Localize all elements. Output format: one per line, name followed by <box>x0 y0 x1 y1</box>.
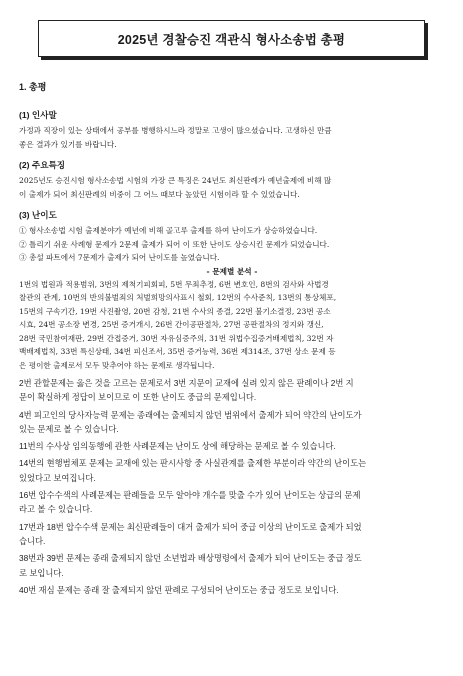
paragraph-q2 <box>19 376 445 405</box>
paragraph-q11 <box>19 439 445 453</box>
text-line: 17번과 18번 압수수색 문제는 최신판례들이 대거 출제가 되어 중급 이상의 난이도로 출제가 되었 <box>19 521 362 532</box>
text-line: 습니다. <box>19 535 46 546</box>
text-line: 있었다고 보여집니다. <box>19 472 96 483</box>
text-line: 라고 볼 수 있습니다. <box>19 504 93 515</box>
text-line: 은 평이한 출제로서 모두 맞추어야 하는 문제로 생각됩니다. <box>19 360 215 370</box>
text-line: 가정과 직장이 있는 상태에서 공부를 병행하시느라 정말로 고생이 많으셨습니다. 고생하신 만큼 <box>19 126 332 135</box>
text-line: 40번 재심 문제는 종래 잘 출제되지 않던 판례로 구성되어 난이도는 중급 정도로 보입니다. <box>19 584 339 595</box>
paragraph-q14 <box>19 456 445 485</box>
paragraph-q17-18 <box>19 520 445 549</box>
text-line: 15번의 구속기간, 19번 사진촬영, 20번 감청, 21번 수사의 종결, 22번 불기소결정, 23번 공소 <box>19 306 331 316</box>
subsection-heading: (2) 주요특징 <box>19 160 66 170</box>
text-line: 문이 확실하게 정답이 보이므로 이 또한 난이도 중급의 문제입니다. <box>19 392 257 403</box>
paragraph-q16 <box>19 488 445 517</box>
question-analysis <box>19 376 445 597</box>
text-line: 16번 압수수색의 사례문제는 판례들을 모두 알아야 개수를 맞출 수가 있어 난이도는 상급의 문제 <box>19 490 361 501</box>
analysis-heading: - 문제별 분석 - <box>206 266 258 276</box>
list-item: ② 틀리기 쉬운 사례형 문제가 2문제 출제가 되어 이 또한 난이도 상승시킨 문제가 되었습니다. <box>19 239 330 249</box>
subsection-greeting <box>19 109 445 151</box>
text-line: 11번의 수사상 임의동행에 관한 사례문제는 난이도 상에 해당하는 문제로 볼 수 있습니다. <box>19 441 336 452</box>
text-line: 찰관의 관계, 10번의 반의불벌죄의 처벌희망의사표시 철회, 12번의 수사준칙, 13번의 통상체포, <box>19 293 337 302</box>
text-line: 좋은 결과가 있기를 바랍니다. <box>19 139 117 149</box>
text-line: 시효, 24번 공소장 변경, 25번 증거개시, 26번 간이공판절차, 27번 공판절차의 정지와 갱신, <box>19 320 324 329</box>
text-line: 14번의 현행범체포 문제는 교재에 있는 판시사항 중 사실관계를 출제한 부분이라 약간의 난이도는 <box>19 458 367 469</box>
text-line: 이 출제가 되어 최신판례의 비중이 그 어느 때보다 높았던 시험이라 할 수 있었습니다. <box>19 189 300 199</box>
text-line: 로 보입니다. <box>19 567 64 578</box>
paragraph-q40 <box>19 583 445 597</box>
text-line: 4번 피고인의 당사자능력 문제는 종래에는 출제되지 않던 범위에서 출제가 되어 약간의 난이도가 <box>19 409 362 420</box>
text-line: 2번 관할문제는 옳은 것을 고르는 문제로서 3번 지문이 교재에 실려 있지 않은 판례이나 2번 지 <box>19 378 354 388</box>
subsection-features <box>19 159 445 201</box>
text-line: 있는 문제로 볼 수 있습니다. <box>19 423 119 434</box>
text-line: 백배제법칙, 33번 특신상태, 34번 피신조서, 35번 증거능력, 36번 제314조, 37번 상소 문제 등 <box>19 347 336 356</box>
list-item: ③ 총설 파트에서 7문제가 출제가 되어 난이도를 높였습니다. <box>19 253 220 262</box>
list-item: ① 형사소송법 시험 출제분야가 예년에 비해 골고루 출제를 하여 난이도가 상승하였습니다. <box>19 226 318 235</box>
text-line: 1번의 법원과 적용범위, 3번의 제척기피회피, 5번 무죄추정, 6번 변호인, 8번의 검사와 사법경 <box>19 279 329 289</box>
section-heading: 1. 총평 <box>19 82 47 92</box>
subsection-heading: (3) 난이도 <box>19 210 57 220</box>
subsection-heading: (1) 인사말 <box>19 110 57 120</box>
document-title: 2025년 경찰승진 객관식 형사소송법 총평 <box>38 20 425 57</box>
document-body <box>19 80 445 600</box>
paragraph-q38-39 <box>19 551 445 580</box>
paragraph-q4 <box>19 408 445 437</box>
text-line: 28번 국민참여재판, 29번 간접증거, 30번 자유심증주의, 31번 위법수집증거배제법칙, 32번 자 <box>19 333 334 343</box>
text-line: 2025년도 승진시험 형사소송법 시험의 가장 큰 특징은 24년도 최신판례가 예년출제에 비해 많 <box>19 176 332 185</box>
text-line: 38번과 39번 문제는 종래 출제되지 않던 소년법과 배상명령에서 출제가 되어 난이도는 중급 정도 <box>19 553 362 564</box>
subsection-difficulty <box>19 209 445 265</box>
analysis-block <box>19 278 445 373</box>
